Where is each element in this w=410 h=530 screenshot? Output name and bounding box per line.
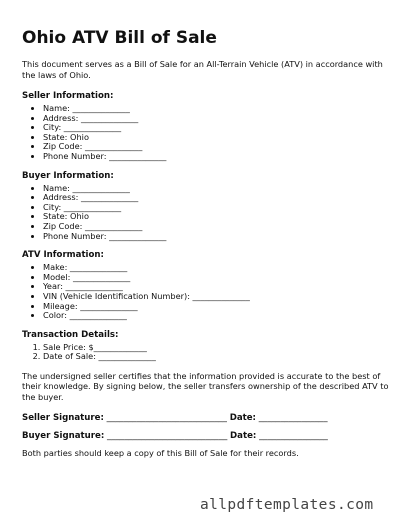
buyer-signature-label: Buyer Signature:	[22, 431, 105, 442]
buyer-state-field: • State: Ohio	[43, 212, 392, 222]
certification-paragraph: The undersigned seller certifies that the information provided is accurate to the best of their knowledge. By signing below, the seller transfers ownership of the described ATV to the buyer.	[22, 370, 389, 402]
seller-address-field: • Address: ______________	[43, 114, 392, 124]
seller-city-field: • City: ______________	[43, 123, 392, 133]
seller-signature-line: ____________________________	[106, 413, 227, 424]
site-watermark: allpdftemplates.com	[200, 497, 374, 513]
buyer-list	[22, 184, 392, 242]
atv-color-field: • Color: ______________	[43, 311, 392, 321]
atv-model-field: • Model: ______________	[43, 273, 392, 283]
buyer-zip-field: • Zip Code: ______________	[43, 222, 392, 232]
seller-date-line: ________________	[258, 413, 328, 424]
page-title: Ohio ATV Bill of Sale	[22, 28, 217, 48]
atv-list	[22, 263, 392, 321]
seller-name-field: • Name: ______________	[43, 104, 392, 114]
buyer-date-line: ________________	[259, 431, 328, 442]
buyer-address-field: • Address: ______________	[43, 193, 392, 203]
transaction-heading: Transaction Details:	[22, 329, 119, 340]
intro-paragraph: This document serves as a Bill of Sale for an All-Terrain Vehicle (ATV) in accordance with the laws of Ohio.	[22, 59, 383, 80]
seller-signature-label: Seller Signature:	[22, 413, 104, 424]
seller-signature-row	[22, 412, 392, 424]
seller-zip-field: • Zip Code: ______________	[43, 142, 392, 152]
seller-list	[22, 104, 392, 162]
buyer-signature-line: ____________________________	[107, 431, 228, 442]
seller-phone-field: • Phone Number: ______________	[43, 152, 392, 162]
seller-date-label: Date:	[229, 413, 256, 424]
buyer-phone-field: • Phone Number: ______________	[43, 232, 392, 242]
seller-heading: Seller Information:	[22, 91, 114, 101]
atv-heading: ATV Information:	[22, 250, 104, 261]
buyer-city-field: • City: ______________	[43, 203, 392, 213]
atv-make-field: • Make: ______________	[43, 263, 392, 273]
buyer-date-label: Date:	[230, 431, 257, 442]
document-page	[22, 28, 392, 459]
seller-state-field: • State: Ohio	[43, 133, 392, 143]
buyer-name-field: • Name: ______________	[43, 184, 392, 194]
atv-mileage-field: • Mileage: ______________	[43, 302, 392, 312]
transaction-list	[22, 343, 392, 362]
sale-price-field: 1. Sale Price: $_____________	[43, 343, 392, 353]
buyer-signature-row	[22, 430, 392, 442]
atv-vin-field: • VIN (Vehicle Identification Number): ______________	[43, 292, 392, 302]
closing-paragraph: Both parties should keep a copy of this Bill of Sale for their records.	[22, 448, 299, 459]
atv-year-field: • Year: ______________	[43, 282, 392, 292]
sale-date-field: 2. Date of Sale: ______________	[43, 352, 392, 362]
buyer-heading: Buyer Information:	[22, 170, 114, 181]
